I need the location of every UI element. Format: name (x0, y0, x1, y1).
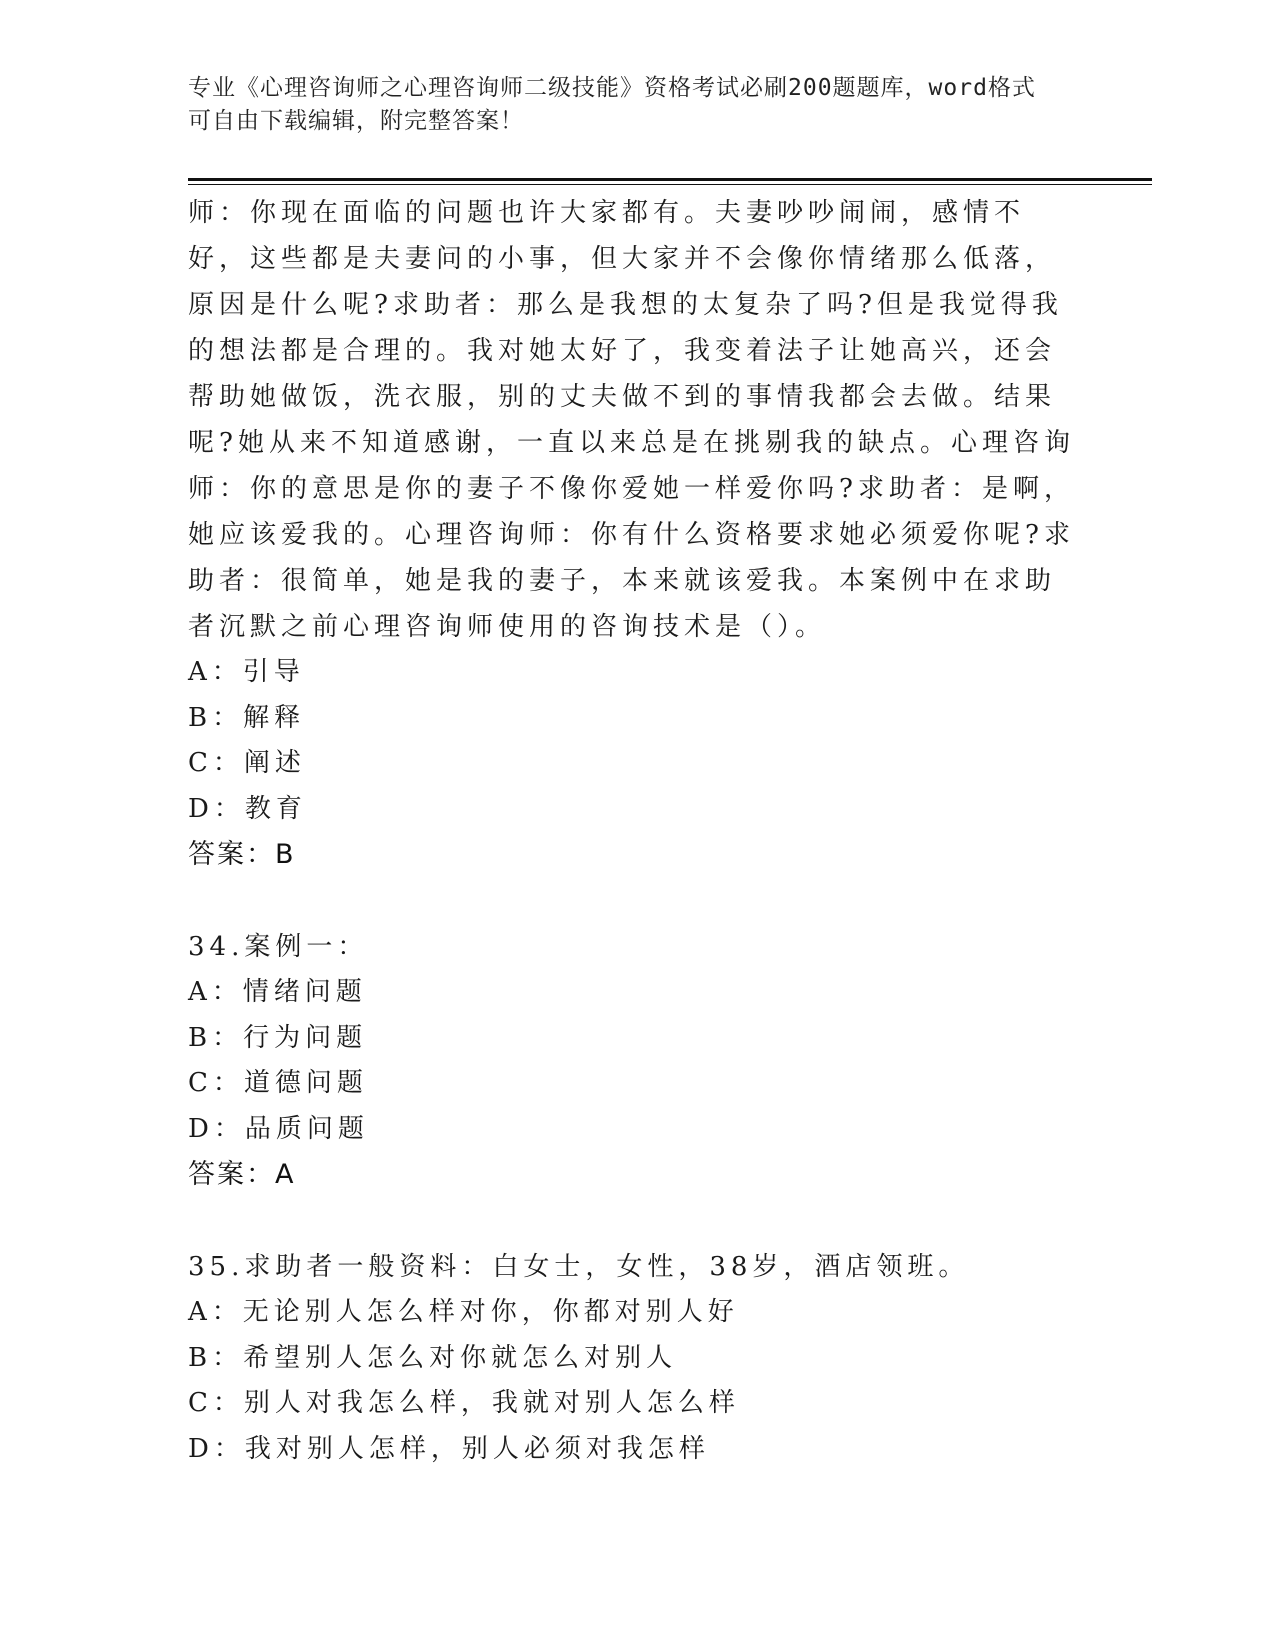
question-33-option-a: A：引导 (188, 657, 305, 687)
question-33-answer: 答案：B (188, 839, 296, 870)
spacer (188, 878, 1078, 924)
question-33-stem: 师：你现在面临的问题也许大家都有。夫妻吵吵闹闹，感情不好，这些都是夫妻问的小事，但大家并不会像你情绪那么低落，原因是什么呢?求助者：那么是我想的太复杂了吗?但是我觉得我的想法都是合理的。我对她太好了，我变着法子让她高兴，还会帮助她做饭，洗衣服，别的丈夫做不到的事情我都会去做。结果呢?她从来不知道感谢，一直以来总是在挑剔我的缺点。心理咨询师：你的意思是你的妻子不像你爱她一样爱你吗?求助者：是啊，她应该爱我的。心理咨询师：你有什么资格要求她必须爱你呢?求助者：很简单，她是我的妻子，本来就该爱我。本案例中在求助者沉默之前心理咨询师使用的咨询技术是（）。 (188, 198, 1075, 642)
header-divider-thin (188, 184, 1152, 185)
question-33-option-c: C：阐述 (188, 748, 306, 778)
question-34-answer: 答案：A (188, 1159, 296, 1190)
question-34 (188, 924, 1078, 1198)
document-header (188, 72, 1068, 138)
question-34-option-d: D：品质问题 (188, 1113, 369, 1144)
question-35-option-a: A：无论别人怎么样对你，你都对别人好 (188, 1297, 739, 1327)
header-divider-thick (188, 178, 1152, 181)
question-35-option-d: D：我对别人怎样，别人必须对我怎样 (188, 1433, 710, 1464)
question-34-option-c: C：道德问题 (188, 1068, 368, 1098)
question-35 (188, 1244, 1078, 1472)
question-34-option-b: B：行为问题 (188, 1022, 368, 1053)
question-33-option-d: D：教育 (188, 793, 307, 824)
question-35-title: 35.求助者一般资料：白女士，女性，38岁，酒店领班。 (188, 1252, 970, 1282)
document-body (188, 190, 1078, 1472)
question-34-title: 34.案例一： (188, 932, 369, 962)
question-34-option-a: A：情绪问题 (188, 977, 367, 1007)
question-35-option-b: B：希望别人怎么对你就怎么对别人 (188, 1342, 678, 1373)
question-33 (188, 190, 1078, 878)
spacer (188, 1198, 1078, 1244)
question-33-option-b: B：解释 (188, 702, 306, 733)
header-title-line2: 可自由下载编辑，附完整答案！ (188, 108, 524, 134)
question-35-option-c: C：别人对我怎么样，我就对别人怎么样 (188, 1388, 740, 1418)
header-title-line1: 专业《心理咨询师之心理咨询师二级技能》资格考试必刷200题题库，word格式 (188, 75, 1036, 101)
